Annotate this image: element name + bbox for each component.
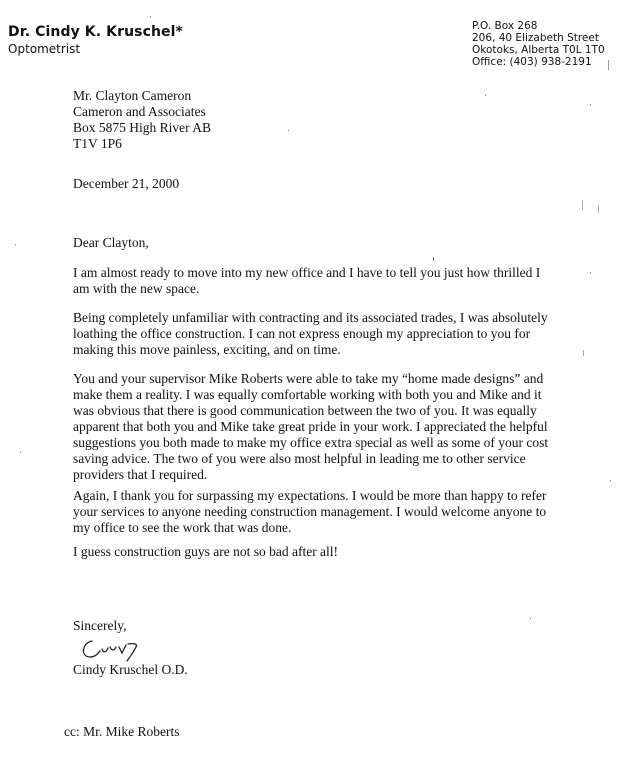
- scan-speck: [485, 95, 486, 96]
- body-paragraph: Being completely unfamiliar with contracting and its associated trades, I was absolutely loathing the office construction. I can not express enough my appreciation to you for making this move painless, exciting, and on time.: [73, 310, 548, 357]
- signer-name: Cindy Kruschel O.D.: [73, 662, 188, 677]
- address-line-street: 206, 40 Elizabeth Street: [472, 32, 599, 44]
- scan-speck: [530, 618, 531, 619]
- recipient-street: Box 5875 High River AB: [73, 120, 212, 135]
- scan-speck: [15, 244, 16, 245]
- recipient-name: Mr. Clayton Cameron: [73, 88, 192, 103]
- recipient-block: [73, 88, 211, 152]
- scan-speck: [150, 16, 151, 17]
- salutation: Dear Clayton,: [73, 235, 149, 250]
- recipient-postal: T1V 1P6: [73, 136, 122, 151]
- body-paragraph: I guess construction guys are not so bad after all!: [73, 544, 339, 559]
- scan-speck: [288, 130, 289, 131]
- letterhead-title: Optometrist: [8, 42, 81, 56]
- scan-speck: [582, 200, 583, 210]
- scan-speck: [20, 452, 21, 453]
- scan-speck: [590, 104, 591, 105]
- recipient-company: Cameron and Associates: [73, 104, 206, 119]
- scan-speck: [598, 205, 599, 213]
- closing: Sincerely,: [73, 618, 127, 633]
- address-line-phone: Office: (403) 938-2191: [472, 56, 592, 68]
- scan-speck: [608, 60, 609, 70]
- body-paragraph: Again, I thank you for surpassing my expectations. I would be more than happy to refer your services to anyone needing construction management. I would welcome anyone to my office to see the work that was done.: [73, 488, 547, 535]
- letter-date: December 21, 2000: [73, 176, 180, 191]
- scan-speck: [583, 350, 584, 356]
- scan-speck: [590, 272, 591, 273]
- letterhead-address: [472, 20, 605, 68]
- scan-speck: [433, 257, 434, 261]
- cc-line: cc: Mr. Mike Roberts: [64, 724, 180, 739]
- handwritten-signature: [78, 635, 148, 665]
- scan-speck: [610, 480, 611, 481]
- address-line-po-box: P.O. Box 268: [472, 20, 538, 32]
- body-paragraph: You and your supervisor Mike Roberts were able to take my “home made designs” and make them a reality. I was equally comfortable working with both you and Mike and it was obvious that there is good communication between the two of you. It was equally apparent that both you and Mike take great pride in your work. I appreciated the helpful suggestions you both made to make my office extra special as well as some of your cost saving advice. The two of you were also most helpful in leading me to other service providers that I required.: [73, 371, 549, 482]
- body-paragraph: I am almost ready to move into my new office and I have to tell you just how thrilled I am with the new space.: [73, 265, 541, 296]
- address-line-city: Okotoks, Alberta T0L 1T0: [472, 44, 605, 56]
- letterhead-name: Dr. Cindy K. Kruschel*: [8, 24, 183, 40]
